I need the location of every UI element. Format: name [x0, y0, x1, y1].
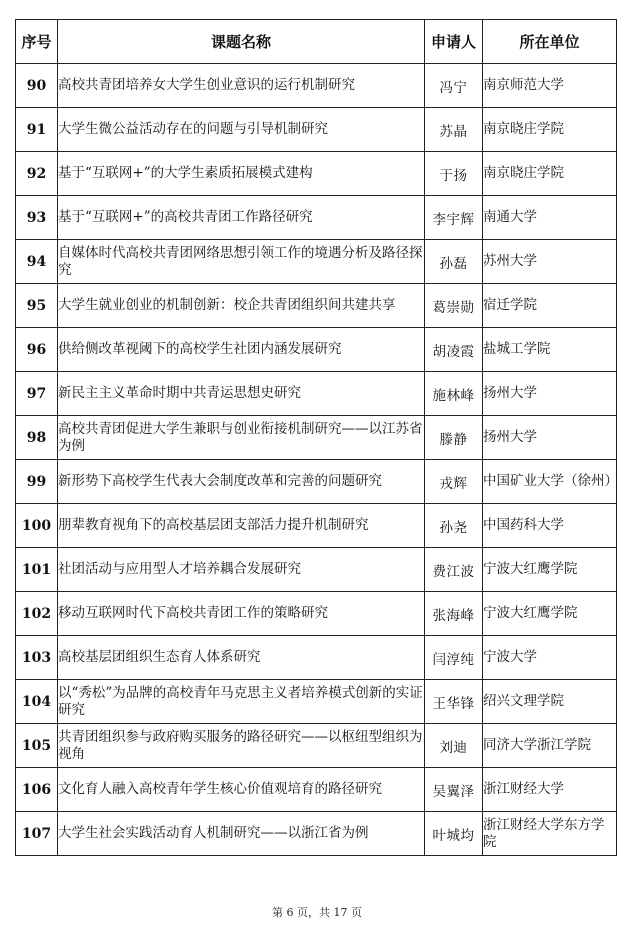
- row-number: 100: [16, 504, 58, 548]
- affiliation: 浙江财经大学东方学院: [483, 812, 617, 856]
- header-applicant: 申请人: [425, 20, 483, 64]
- row-number: 103: [16, 636, 58, 680]
- applicant-name: 刘迪: [425, 724, 483, 768]
- applicant-name: 于扬: [425, 152, 483, 196]
- row-number: 95: [16, 284, 58, 328]
- row-number: 105: [16, 724, 58, 768]
- row-number: 102: [16, 592, 58, 636]
- projects-table: [15, 19, 617, 856]
- header-num: 序号: [16, 20, 58, 64]
- table-row: [16, 812, 617, 856]
- applicant-name: 施林峰: [425, 372, 483, 416]
- project-title: 基于“互联网+”的大学生素质拓展模式建构: [58, 152, 425, 196]
- table-row: [16, 284, 617, 328]
- row-number: 91: [16, 108, 58, 152]
- row-number: 97: [16, 372, 58, 416]
- table-row: [16, 592, 617, 636]
- project-title: 大学生微公益活动存在的问题与引导机制研究: [58, 108, 425, 152]
- applicant-name: 苏晶: [425, 108, 483, 152]
- row-number: 98: [16, 416, 58, 460]
- project-title: 高校共青团培养女大学生创业意识的运行机制研究: [58, 64, 425, 108]
- affiliation: 苏州大学: [483, 240, 617, 284]
- affiliation: 南通大学: [483, 196, 617, 240]
- affiliation: 宁波大学: [483, 636, 617, 680]
- table-row: [16, 680, 617, 724]
- applicant-name: 戎辉: [425, 460, 483, 504]
- affiliation: 浙江财经大学: [483, 768, 617, 812]
- project-title: 新形势下高校学生代表大会制度改革和完善的问题研究: [58, 460, 425, 504]
- table-row: [16, 460, 617, 504]
- applicant-name: 费江波: [425, 548, 483, 592]
- project-title: 供给侧改革视阈下的高校学生社团内涵发展研究: [58, 328, 425, 372]
- project-title: 新民主主义革命时期中共青运思想史研究: [58, 372, 425, 416]
- affiliation: 宁波大红鹰学院: [483, 548, 617, 592]
- applicant-name: 冯宁: [425, 64, 483, 108]
- row-number: 107: [16, 812, 58, 856]
- project-title: 自媒体时代高校共青团网络思想引领工作的境遇分析及路径探究: [58, 240, 425, 284]
- applicant-name: 王华锋: [425, 680, 483, 724]
- header-unit: 所在单位: [483, 20, 617, 64]
- table-row: [16, 416, 617, 460]
- affiliation: 南京师范大学: [483, 64, 617, 108]
- applicant-name: 吴翼泽: [425, 768, 483, 812]
- table-row: [16, 636, 617, 680]
- row-number: 106: [16, 768, 58, 812]
- header-title: 课题名称: [58, 20, 425, 64]
- affiliation: 宿迁学院: [483, 284, 617, 328]
- affiliation: 中国矿业大学（徐州）: [483, 460, 617, 504]
- table-row: [16, 768, 617, 812]
- project-title: 共青团组织参与政府购买服务的路径研究——以枢纽型组织为视角: [58, 724, 425, 768]
- table-row: [16, 240, 617, 284]
- project-title: 大学生社会实践活动育人机制研究——以浙江省为例: [58, 812, 425, 856]
- table-row: [16, 372, 617, 416]
- table-row: [16, 196, 617, 240]
- row-number: 104: [16, 680, 58, 724]
- applicant-name: 孙磊: [425, 240, 483, 284]
- applicant-name: 孙尧: [425, 504, 483, 548]
- applicant-name: 张海峰: [425, 592, 483, 636]
- project-title: 以“秀松”为品牌的高校青年马克思主义者培养模式创新的实证研究: [58, 680, 425, 724]
- table-row: [16, 64, 617, 108]
- row-number: 90: [16, 64, 58, 108]
- project-title: 高校共青团促进大学生兼职与创业衔接机制研究——以江苏省为例: [58, 416, 425, 460]
- affiliation: 扬州大学: [483, 416, 617, 460]
- affiliation: 南京晓庄学院: [483, 108, 617, 152]
- project-title: 朋辈教育视角下的高校基层团支部活力提升机制研究: [58, 504, 425, 548]
- table-row: [16, 724, 617, 768]
- project-title: 高校基层团组织生态育人体系研究: [58, 636, 425, 680]
- row-number: 96: [16, 328, 58, 372]
- affiliation: 同济大学浙江学院: [483, 724, 617, 768]
- project-title: 基于“互联网+”的高校共青团工作路径研究: [58, 196, 425, 240]
- affiliation: 盐城工学院: [483, 328, 617, 372]
- affiliation: 扬州大学: [483, 372, 617, 416]
- row-number: 93: [16, 196, 58, 240]
- table-row: [16, 504, 617, 548]
- affiliation: 宁波大红鹰学院: [483, 592, 617, 636]
- table-row: [16, 328, 617, 372]
- affiliation: 南京晓庄学院: [483, 152, 617, 196]
- page-footer: 第 6 页，共 17 页: [272, 906, 362, 919]
- table-row: [16, 108, 617, 152]
- row-number: 94: [16, 240, 58, 284]
- applicant-name: 李宇辉: [425, 196, 483, 240]
- applicant-name: 胡凌霞: [425, 328, 483, 372]
- applicant-name: 葛崇勋: [425, 284, 483, 328]
- project-title: 大学生就业创业的机制创新：校企共青团组织间共建共享: [58, 284, 425, 328]
- table-row: [16, 152, 617, 196]
- project-title: 社团活动与应用型人才培养耦合发展研究: [58, 548, 425, 592]
- project-title: 文化育人融入高校青年学生核心价值观培育的路径研究: [58, 768, 425, 812]
- applicant-name: 闫淳纯: [425, 636, 483, 680]
- applicant-name: 叶城均: [425, 812, 483, 856]
- row-number: 99: [16, 460, 58, 504]
- applicant-name: 滕静: [425, 416, 483, 460]
- affiliation: 中国药科大学: [483, 504, 617, 548]
- row-number: 92: [16, 152, 58, 196]
- table-header-row: [16, 20, 617, 64]
- affiliation: 绍兴文理学院: [483, 680, 617, 724]
- row-number: 101: [16, 548, 58, 592]
- project-title: 移动互联网时代下高校共青团工作的策略研究: [58, 592, 425, 636]
- table-row: [16, 548, 617, 592]
